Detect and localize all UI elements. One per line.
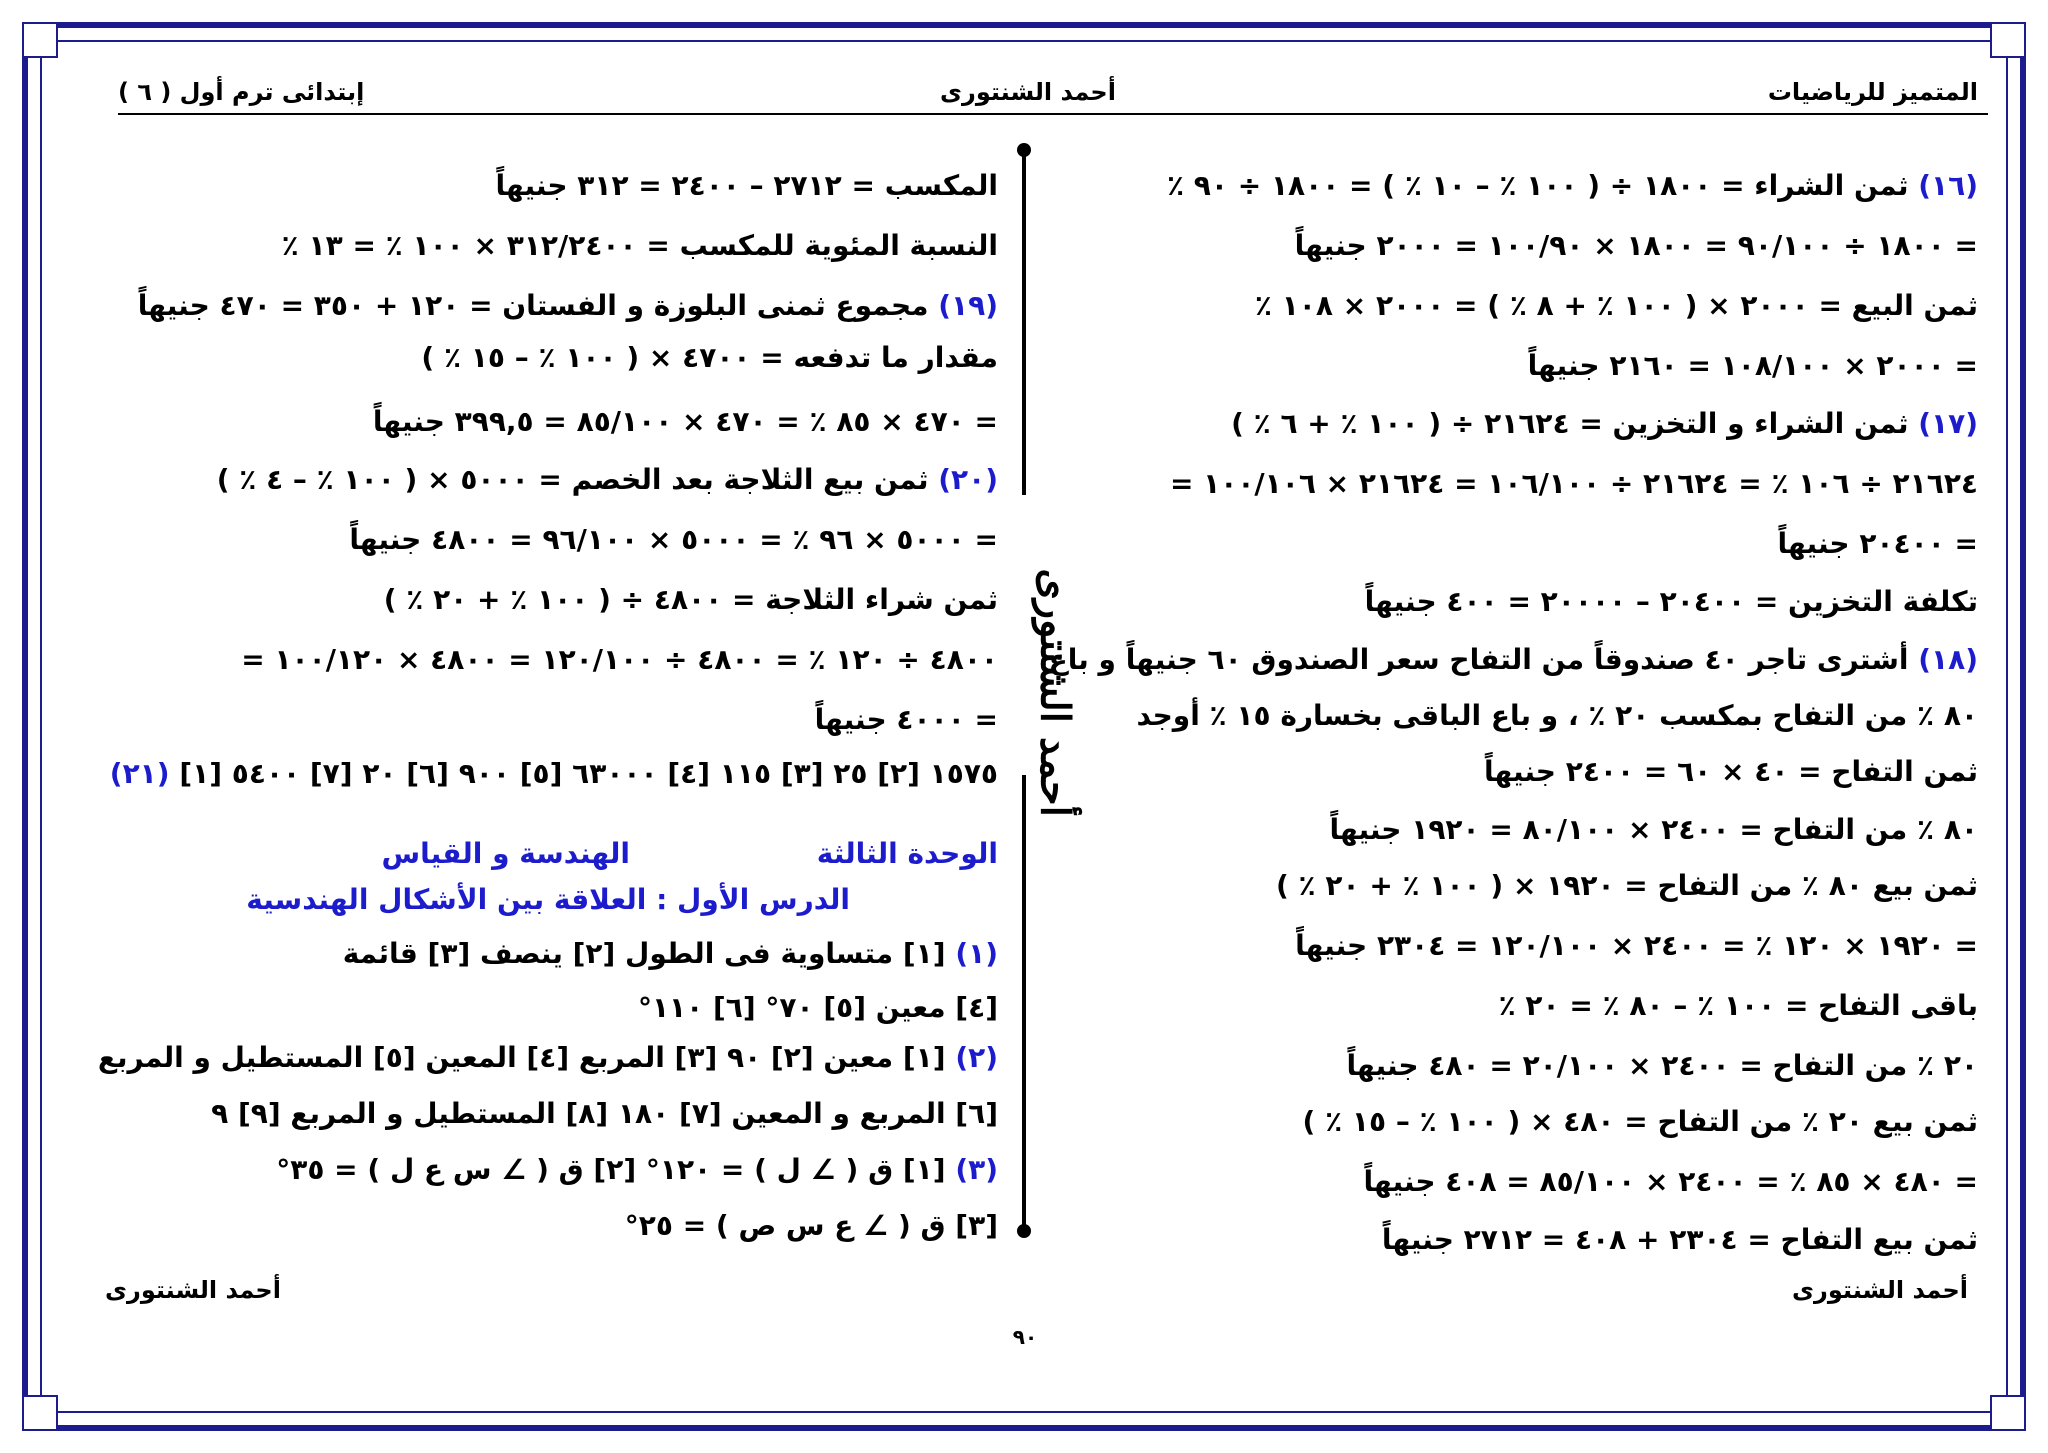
solution-text: ثمن بيع التفاح = ٢٣٠٤ + ٤٠٨ = ٢٧١٢ جنيهاً xyxy=(1381,1223,1978,1256)
solution-text: = ٢١٦٢٤ ÷ ١٠٦ ٪ = ٢١٦٢٤ ÷ ١٠٦/١٠٠ = ٢١٦٢٤ × ١٠٠/١٠٦ xyxy=(1169,467,1978,500)
footer-author-left: أحمد الشنتورى xyxy=(105,1276,281,1304)
header-right-title: المتميز للرياضيات xyxy=(1767,78,1978,106)
question-number: (١٩) xyxy=(938,289,998,322)
solution-line xyxy=(1365,584,1978,620)
solution-text: ثمن بيع ٢٠ ٪ من التفاح = ٤٨٠ × ( ١٠٠ ٪ – ١٥ ٪ ) xyxy=(1302,1105,1978,1138)
question-number: (٢١) xyxy=(109,757,170,790)
solution-text: أشترى تاجر ٤٠ صندوقاً من التفاح سعر الصندوق ٦٠ جنيهاً و باع xyxy=(1048,643,1909,676)
question-number: (١٦) xyxy=(1918,169,1978,202)
solution-line xyxy=(241,642,998,678)
lesson-title: الدرس الأول : العلاقة بين الأشكال الهندسية xyxy=(246,883,850,916)
question-number: (١٧) xyxy=(1918,407,1978,440)
solution-text: ثمن الشراء = ١٨٠٠ ÷ ( ١٠٠ ٪ – ١٠ ٪ ) = ١٨٠٠ ÷ ٩٠ ٪ xyxy=(1166,169,1909,202)
solution-text: = ٤٧٠ × ٨٥ ٪ = ٤٧٠ × ٨٥/١٠٠ = ٣٩٩,٥ جنيهاً xyxy=(372,405,998,438)
solution-text: مقدار ما تدفعه = ٤٧٠٠ × ( ١٠٠ ٪ – ١٥ ٪ ) xyxy=(421,341,998,374)
solution-text: = ٤٨٠٠ ÷ ١٢٠ ٪ = ٤٨٠٠ ÷ ١٢٠/١٠٠ = ٤٨٠٠ × ١٠٠/١٢٠ xyxy=(241,643,998,676)
column-divider-bottom xyxy=(1022,775,1026,1230)
frame-corner-top-left xyxy=(22,22,58,58)
solution-line xyxy=(1528,348,1978,384)
solution-text: [١] متساوية فى الطول [٢] ينصف [٣] قائمة xyxy=(342,937,946,970)
solution-line xyxy=(625,1208,998,1244)
solution-text: = ١٩٢٠ × ١٢٠ ٪ = ٢٤٠٠ × ١٢٠/١٠٠ = ٢٣٠٤ جنيهاً xyxy=(1295,929,1978,962)
solution-text: ثمن التفاح = ٤٠ × ٦٠ = ٢٤٠٠ جنيهاً xyxy=(1483,755,1978,788)
solution-line xyxy=(1136,698,1978,734)
solution-text: ثمن الشراء و التخزين = ٢١٦٢٤ ÷ ( ١٠٠ ٪ + ٦ ٪ ) xyxy=(1231,407,1909,440)
solution-line xyxy=(1382,1222,1978,1258)
solution-text: [١] ق ( ∠ ل ) = ١٢٠° [٢] ق ( ∠ س ع ل ) = ٣٥° xyxy=(276,1153,946,1186)
solution-text: ثمن شراء الثلاجة = ٤٨٠٠ ÷ ( ١٠٠ ٪ + ٢٠ ٪ ) xyxy=(383,583,998,616)
solution-line xyxy=(384,582,998,618)
question-number: (١٨) xyxy=(1918,643,1978,676)
question-number: (٣) xyxy=(955,1153,998,1186)
solution-line xyxy=(1363,1164,1978,1200)
solution-text: ثمن البيع = ٢٠٠٠ × ( ١٠٠ ٪ + ٨ ٪ ) = ٢٠٠٠ × ١٠٨ ٪ xyxy=(1254,289,1978,322)
solution-text: = ٥٠٠٠ × ٩٦ ٪ = ٥٠٠٠ × ٩٦/١٠٠ = ٤٨٠٠ جنيهاً xyxy=(349,523,998,556)
solution-line xyxy=(349,522,998,558)
frame-corner-bottom-left xyxy=(22,1395,58,1431)
solution-text: ٨٠ ٪ من التفاح بمكسب ٢٠ ٪ ، و باع الباقى بخسارة ١٥ ٪ أوجد xyxy=(1136,699,1978,732)
solution-text: تكلفة التخزين = ٢٠٤٠٠ – ٢٠٠٠٠ = ٤٠٠ جنيهاً xyxy=(1364,585,1978,618)
solution-line xyxy=(638,990,998,1026)
solution-text: [٣] ق ( ∠ ع س ص ) = ٢٥° xyxy=(624,1209,998,1242)
solution-line xyxy=(1170,466,1978,502)
solution-line xyxy=(421,340,998,376)
solution-text: [٤] معين [٥] ٧٠° [٦] ١١٠° xyxy=(637,991,998,1024)
solution-line xyxy=(276,1152,998,1188)
vertical-author-name: أحمد الشنتورى xyxy=(1031,568,1079,817)
solution-text: [١] ١٥٧٥ [٢] ٢٥ [٣] ١١٥ [٤] ٦٣٠٠٠ [٥] ٩٠٠ [٦] ٢٠ [٧] ٥٤٠٠ xyxy=(179,757,998,790)
solution-line xyxy=(138,288,998,324)
solution-line xyxy=(1295,928,1978,964)
solution-text: = ٤٠٠٠ جنيهاً xyxy=(814,703,998,736)
solution-line xyxy=(373,404,998,440)
solution-line xyxy=(211,1096,998,1132)
solution-line xyxy=(1295,228,1978,264)
question-number: (١) xyxy=(955,937,998,970)
solution-line xyxy=(1049,642,1978,678)
solution-line xyxy=(1499,988,1978,1024)
solution-line xyxy=(1329,812,1978,848)
solution-line xyxy=(1276,868,1978,904)
solution-line xyxy=(343,936,998,972)
solution-text: = ٤٨٠ × ٨٥ ٪ = ٢٤٠٠ × ٨٥/١٠٠ = ٤٠٨ جنيهاً xyxy=(1363,1165,1978,1198)
solution-text: = ٢٠٤٠٠ جنيهاً xyxy=(1777,527,1978,560)
header-author: أحمد الشنتورى xyxy=(940,78,1116,106)
solution-line xyxy=(1778,526,1978,562)
solution-text: = ١٨٠٠ ÷ ٩٠/١٠٠ = ١٨٠٠ × ١٠٠/٩٠ = ٢٠٠٠ جنيهاً xyxy=(1294,229,1978,262)
header-rule xyxy=(118,113,1988,115)
question-number: (٢٠) xyxy=(938,463,998,496)
divider-bottom-dot xyxy=(1017,1224,1031,1238)
solution-line xyxy=(98,1040,998,1076)
solution-text: ثمن بيع ٨٠ ٪ من التفاح = ١٩٢٠ × ( ١٠٠ ٪ + ٢٠ ٪ ) xyxy=(1276,869,1978,902)
header-grade: ( ٦ ) إبتدائى ترم أول xyxy=(118,78,365,106)
solution-text: مجموع ثمنى البلوزة و الفستان = ١٢٠ + ٣٥٠ = ٤٧٠ جنيهاً xyxy=(137,289,929,322)
unit-subject: الهندسة و القياس xyxy=(381,837,630,870)
solution-text: = ٢٠٠٠ × ١٠٨/١٠٠ = ٢١٦٠ جنيهاً xyxy=(1527,349,1978,382)
solution-line xyxy=(1255,288,1978,324)
solution-line xyxy=(815,702,998,738)
column-divider-top xyxy=(1022,150,1026,495)
footer-author-right: أحمد الشنتورى xyxy=(1792,1276,1968,1304)
solution-text: [١] معين [٢] ٩٠ [٣] المربع [٤] المعين [٥] المستطيل و المربع xyxy=(97,1041,946,1074)
question-number: (٢) xyxy=(955,1041,998,1074)
solution-text: [٦] المربع و المعين [٧] ١٨٠ [٨] المستطيل و المربع [٩] ٩ xyxy=(211,1097,998,1130)
unit-title: الوحدة الثالثة xyxy=(816,837,998,870)
solution-text: ثمن بيع الثلاجة بعد الخصم = ٥٠٠٠ × ( ١٠٠ ٪ – ٤ ٪ ) xyxy=(216,463,929,496)
solution-line xyxy=(110,756,998,792)
solution-line xyxy=(495,168,998,204)
solution-line xyxy=(1303,1104,1978,1140)
frame-corner-bottom-right xyxy=(1990,1395,2026,1431)
solution-text: ٨٠ ٪ من التفاح = ٢٤٠٠ × ٨٠/١٠٠ = ١٩٢٠ جنيهاً xyxy=(1329,813,1978,846)
solution-text: المكسب = ٢٧١٢ – ٢٤٠٠ = ٣١٢ جنيهاً xyxy=(495,169,998,202)
solution-line xyxy=(282,228,998,264)
solution-line xyxy=(217,462,998,498)
solution-line xyxy=(1484,754,1978,790)
solution-text: النسبة المئوية للمكسب = ٣١٢/٢٤٠٠ × ١٠٠ ٪ = ١٣ ٪ xyxy=(281,229,998,262)
page-number: ٩٠ xyxy=(1012,1325,1038,1349)
solution-text: باقى التفاح = ١٠٠ ٪ – ٨٠ ٪ = ٢٠ ٪ xyxy=(1498,989,1978,1022)
solution-line xyxy=(1167,168,1978,204)
frame-corner-top-right xyxy=(1990,22,2026,58)
solution-line xyxy=(1231,406,1978,442)
solution-line xyxy=(1347,1048,1978,1084)
solution-text: ٢٠ ٪ من التفاح = ٢٤٠٠ × ٢٠/١٠٠ = ٤٨٠ جنيهاً xyxy=(1346,1049,1978,1082)
